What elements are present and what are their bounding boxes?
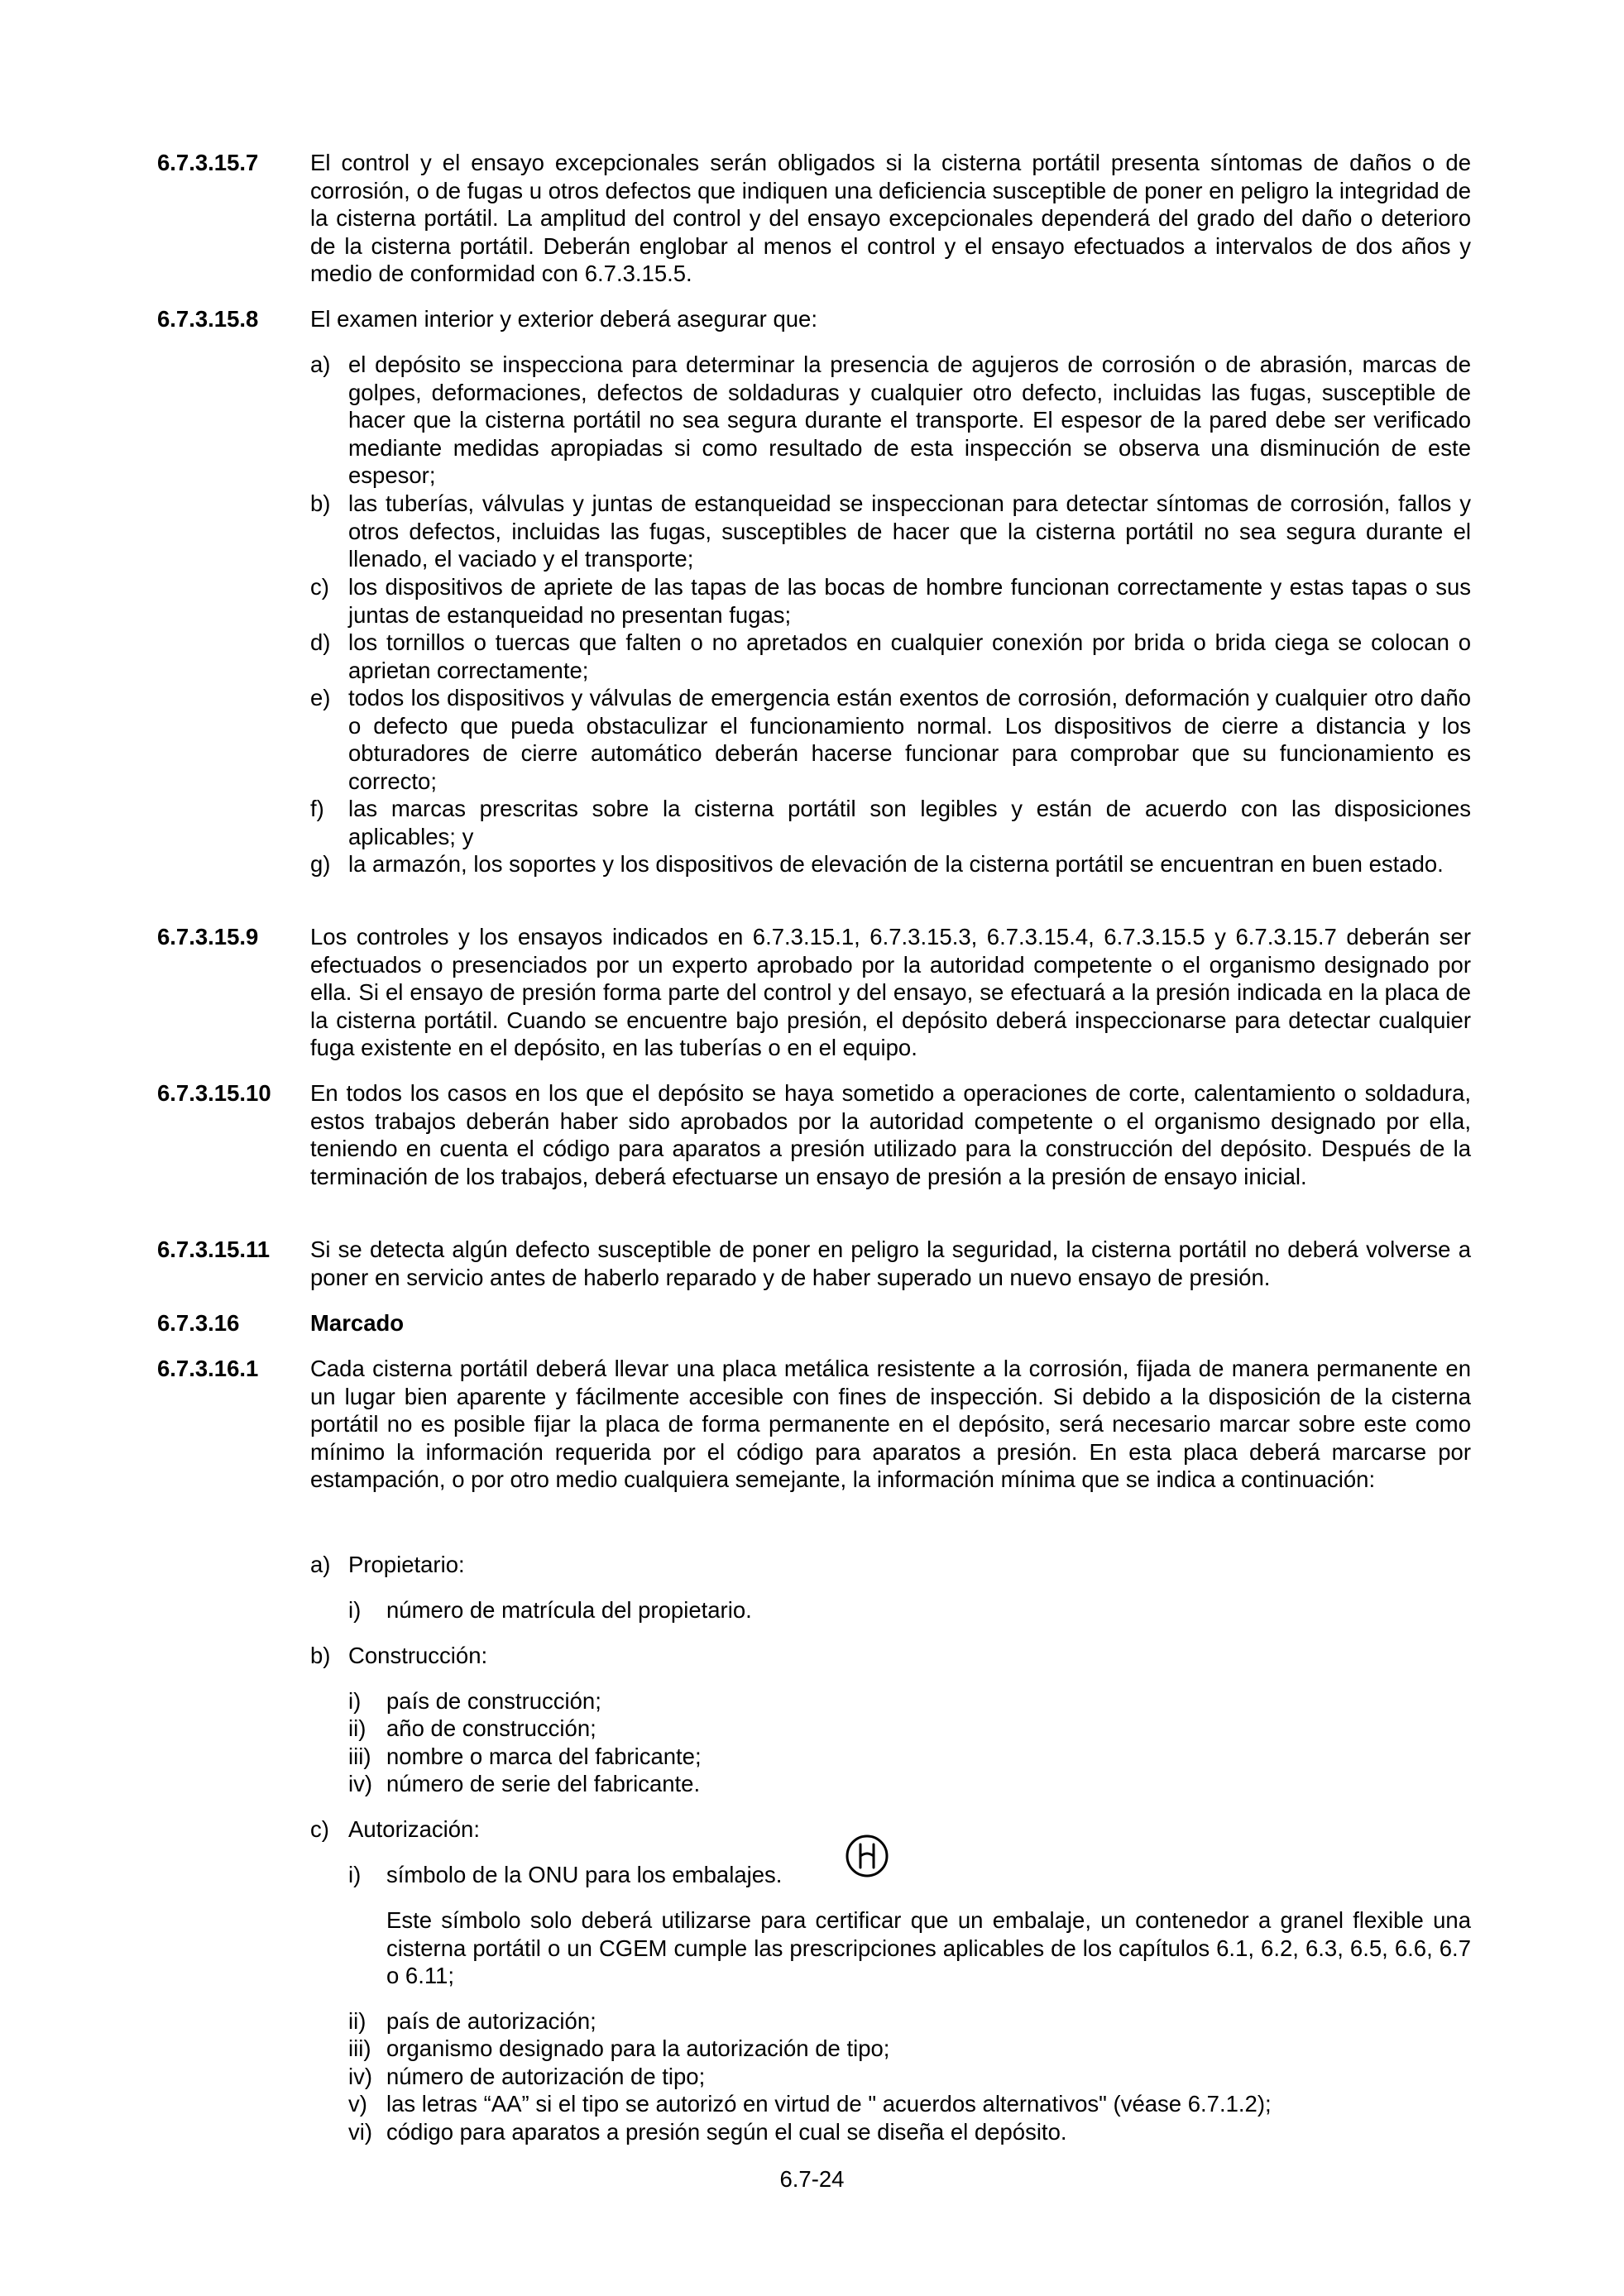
list-item-text: los tornillos o tuercas que falten o no apretados en cualquier conexión por brida o brida ciega se colocan o aprietan correctamente; — [348, 629, 1471, 683]
list-item-label: a) — [310, 352, 331, 377]
sub-item-label: iii) — [348, 2035, 371, 2061]
un-packaging-symbol-icon — [844, 1833, 890, 1879]
paragraph-number: 6.7.3.16.1 — [157, 1356, 259, 1381]
list-item-text: Autorización: — [348, 1816, 480, 1842]
sub-item-label: iv) — [348, 1771, 373, 1796]
paragraph-number: 6.7.3.15.9 — [157, 924, 259, 949]
sub-item-text: año de construcción; — [386, 1715, 596, 1741]
sub-item-label: i) — [348, 1688, 362, 1714]
list-item-text: Construcción: — [348, 1643, 488, 1668]
list-item-text: Propietario: — [348, 1552, 465, 1577]
paragraph-text: El examen interior y exterior deberá asegurar que: — [310, 306, 817, 332]
paragraph-number: 6.7.3.15.11 — [157, 1236, 271, 1262]
sub-item-label: ii) — [348, 2008, 366, 2034]
paragraph-text: Los controles y los ensayos indicados en 6.7.3.15.1, 6.7.3.15.3, 6.7.3.15.4, 6.7.3.15.5 y 6.7.3.15.7 deberán ser efectuados o presenciados por un experto aprobado por la autoridad competente o el organismo designado por ella. Si el ensayo de presión forma parte del control y del ensayo, se efectuará a la presión indicada en la placa de la cisterna portátil. Cuando se encuentre bajo presión, el depósito deberá inspeccionarse para detectar cualquier fuga existente en el depósito, en las tuberías o en el equipo. — [310, 924, 1471, 1060]
symbol-note: Este símbolo solo deberá utilizarse para certificar que un embalaje, un contenedor a granel flexible una cisterna portátil o un CGEM cumple las prescripciones aplicables de los capítulos 6.1, 6.2, 6.3, 6.5, 6.6, 6.7 o 6.11; — [386, 1907, 1471, 1988]
sub-item-label: vi) — [348, 2119, 373, 2145]
list-item-label: c) — [310, 1816, 329, 1842]
list-item-text: todos los dispositivos y válvulas de emergencia están exentos de corrosión, deformación y cualquier otro daño o defecto que pueda obstaculizar el funcionamiento normal. Los dispositivos de cierre a distancia y los obturadores de cierre automático deberán hacerse funcionar para comprobar que su funcionamiento es correcto; — [348, 685, 1471, 794]
list-item-text: la armazón, los soportes y los dispositivos de elevación de la cisterna portátil se encuentran en buen estado. — [348, 851, 1444, 877]
list-item-text: las tuberías, válvulas y juntas de estanqueidad se inspeccionan para detectar síntomas de corrosión, fallos y otros defectos, incluidas las fugas, susceptibles de hacer que la cisterna portátil no sea segura durante el llenado, el vaciado y el transporte; — [348, 490, 1471, 572]
sub-item-text: nombre o marca del fabricante; — [386, 1744, 702, 1769]
list-item-label: b) — [310, 1643, 331, 1668]
page-number: 6.7-24 — [779, 2166, 845, 2192]
section-title: Marcado — [310, 1310, 405, 1336]
sub-item-text: número de serie del fabricante. — [386, 1771, 701, 1796]
sub-item-label: i) — [348, 1862, 362, 1887]
list-item-text: las marcas prescritas sobre la cisterna portátil son legibles y están de acuerdo con las disposiciones aplicables; y — [348, 796, 1471, 849]
list-item-label: b) — [310, 490, 331, 516]
sub-item-label: ii) — [348, 1715, 366, 1741]
paragraph-text: Si se detecta algún defecto susceptible de poner en peligro la seguridad, la cisterna portátil no deberá volverse a poner en servicio antes de haberlo reparado y de haber superado un nuevo ensayo de presión. — [310, 1236, 1471, 1290]
paragraph-text: En todos los casos en los que el depósito se haya sometido a operaciones de corte, calentamiento o soldadura, estos trabajos deberán haber sido aprobados por la autoridad competente o el organismo designado por ella, teniendo en cuenta el código para aparatos a presión utilizado para la construcción del depósito. Después de la terminación de los trabajos, deberá efectuarse un ensayo de presión a la presión de ensayo inicial. — [310, 1080, 1471, 1189]
sub-item-label: iv) — [348, 2064, 373, 2089]
section-number: 6.7.3.16 — [157, 1310, 240, 1336]
paragraph-text: Cada cisterna portátil deberá llevar una placa metálica resistente a la corrosión, fijada de manera permanente en un lugar bien aparente y fácilmente accesible con fines de inspección. Si debido a la disposición de la cisterna portátil no es posible fijar la placa de forma permanente en el depósito, será necesario marcar sobre este como mínimo la información requerida por el código para aparatos a presión. En esta placa deberá marcarse por estampación, o por otro medio cualquiera semejante, la información mínima que se indica a continuación: — [310, 1356, 1471, 1492]
list-item-label: d) — [310, 629, 331, 655]
list-item-label: e) — [310, 685, 331, 710]
paragraph-number: 6.7.3.15.10 — [157, 1080, 271, 1106]
list-item-text: el depósito se inspecciona para determinar la presencia de agujeros de corrosión o de abrasión, marcas de golpes, deformaciones, defectos de soldaduras y cualquier otro defecto, incluidas las fugas, susceptible de hacer que la cisterna portátil no sea segura durante el transporte. El espesor de la pared debe ser verificado mediante medidas apropiadas si como resultado de esta inspección se observa una disminución de este espesor; — [348, 352, 1471, 488]
sub-item-label: iii) — [348, 1744, 371, 1769]
list-item-label: f) — [310, 796, 324, 821]
sub-item-text: organismo designado para la autorización de tipo; — [386, 2035, 890, 2061]
sub-item-label: i) — [348, 1597, 362, 1623]
sub-item-text: número de matrícula del propietario. — [386, 1597, 752, 1623]
sub-item-text: país de construcción; — [386, 1688, 601, 1714]
sub-item-label: v) — [348, 2091, 367, 2117]
paragraph-number: 6.7.3.15.8 — [157, 306, 259, 332]
sub-item-text: símbolo de la ONU para los embalajes. — [386, 1862, 783, 1887]
list-item-label: g) — [310, 851, 331, 877]
paragraph-text: El control y el ensayo excepcionales serán obligados si la cisterna portátil presenta síntomas de daños o de corrosión, o de fugas u otros defectos que indiquen una deficiencia susceptible de poner en peligro la integridad de la cisterna portátil. La amplitud del control y del ensayo excepcionales dependerá del grado del daño o deterioro de la cisterna portátil. Deberán englobar al menos el control y el ensayo efectuados a intervalos de dos años y medio de conformidad con 6.7.3.15.5. — [310, 150, 1471, 286]
list-item-label: c) — [310, 574, 329, 600]
paragraph-number: 6.7.3.15.7 — [157, 150, 259, 175]
sub-item-text: las letras “AA” si el tipo se autorizó en virtud de " acuerdos alternativos" (véase 6.7.1.2); — [386, 2091, 1272, 2117]
sub-item-text: código para aparatos a presión según el cual se diseña el depósito. — [386, 2119, 1067, 2145]
list-item-label: a) — [310, 1552, 331, 1577]
sub-item-text: número de autorización de tipo; — [386, 2064, 706, 2089]
list-item-text: los dispositivos de apriete de las tapas de las bocas de hombre funcionan correctamente y estas tapas o sus juntas de estanqueidad no presentan fugas; — [348, 574, 1471, 628]
sub-item-text: país de autorización; — [386, 2008, 596, 2034]
